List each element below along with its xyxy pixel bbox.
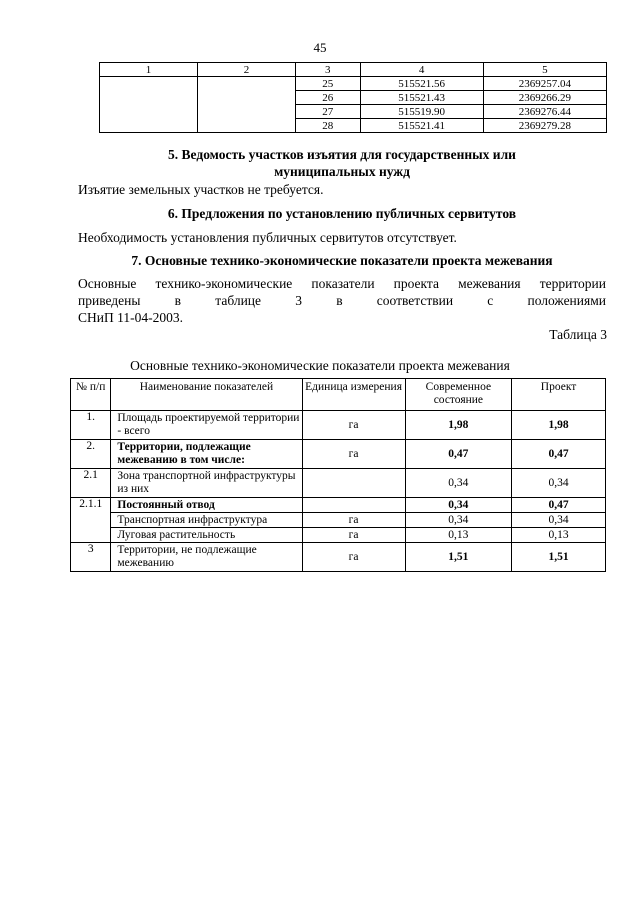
table-row bbox=[71, 543, 606, 572]
coord-x: 515519.90 bbox=[360, 105, 483, 119]
row-current: 1,51 bbox=[405, 543, 511, 572]
header-name: Наименование показателей bbox=[111, 379, 302, 411]
point-number: 28 bbox=[296, 119, 360, 133]
section7-text-line2: приведены в таблице 3 в соответствии с положениями bbox=[78, 293, 606, 308]
table-caption: Основные технико-экономические показатели проекта межевания bbox=[130, 358, 510, 373]
row-project: 1,51 bbox=[512, 543, 606, 572]
coordinates-table bbox=[99, 62, 607, 133]
table-row bbox=[71, 411, 606, 440]
page-number: 45 bbox=[313, 40, 327, 55]
row-project: 0,47 bbox=[512, 498, 606, 513]
section5-text: Изъятие земельных участков не требуется. bbox=[78, 182, 324, 197]
coord-y: 2369257.04 bbox=[483, 77, 606, 91]
row-unit: га bbox=[302, 411, 405, 440]
header-project: Проект bbox=[512, 379, 606, 411]
header-cell: 2 bbox=[198, 63, 296, 77]
row-name: Транспортная инфраструктура bbox=[111, 513, 302, 528]
row-unit: га bbox=[302, 528, 405, 543]
header-num: № п/п bbox=[71, 379, 111, 411]
section7-text-line1: Основные технико-экономические показатели проекта межевания территории bbox=[78, 276, 606, 291]
point-number: 26 bbox=[296, 91, 360, 105]
row-project: 0,47 bbox=[512, 440, 606, 469]
coord-x: 515521.56 bbox=[360, 77, 483, 91]
row-current: 0,34 bbox=[405, 498, 511, 513]
row-unit: га bbox=[302, 440, 405, 469]
row-num: 2.1 bbox=[71, 469, 111, 498]
coordinates-table-header bbox=[100, 63, 607, 77]
row-unit bbox=[302, 498, 405, 513]
table-row bbox=[100, 77, 607, 91]
header-current: Современное состояние bbox=[405, 379, 511, 411]
section7-heading: 7. Основные технико-экономические показатели проекта межевания bbox=[131, 253, 553, 268]
row-num: 2.1.1 bbox=[71, 498, 111, 543]
row-current: 1,98 bbox=[405, 411, 511, 440]
row-unit bbox=[302, 469, 405, 498]
table-row bbox=[71, 513, 606, 528]
row-unit: га bbox=[302, 543, 405, 572]
section7-text-line3: СНиП 11-04-2003. bbox=[78, 310, 183, 325]
row-name: Территории, подлежащие межеванию в том числе: bbox=[111, 440, 302, 469]
header-unit: Единица измерения bbox=[302, 379, 405, 411]
row-project: 1,98 bbox=[512, 411, 606, 440]
row-num: 1. bbox=[71, 411, 111, 440]
header-cell: 1 bbox=[100, 63, 198, 77]
coord-x: 515521.41 bbox=[360, 119, 483, 133]
point-number: 25 bbox=[296, 77, 360, 91]
table-row bbox=[71, 469, 606, 498]
row-project: 0,34 bbox=[512, 469, 606, 498]
row-unit: га bbox=[302, 513, 405, 528]
row-current: 0,13 bbox=[405, 528, 511, 543]
row-name: Луговая растительность bbox=[111, 528, 302, 543]
row-project: 0,13 bbox=[512, 528, 606, 543]
row-num: 3 bbox=[71, 543, 111, 572]
row-num: 2. bbox=[71, 440, 111, 469]
row-name: Площадь проектируемой территории - всего bbox=[111, 411, 302, 440]
table-row bbox=[71, 498, 606, 513]
empty-cell bbox=[100, 77, 198, 133]
row-project: 0,34 bbox=[512, 513, 606, 528]
section6-heading: 6. Предложения по установлению публичных сервитутов bbox=[167, 206, 517, 221]
section5-heading-line1: 5. Ведомость участков изъятия для государственных или bbox=[168, 147, 516, 162]
table-row bbox=[71, 440, 606, 469]
section5-heading-line2: муниципальных нужд bbox=[274, 164, 410, 179]
coord-y: 2369266.29 bbox=[483, 91, 606, 105]
header-cell: 4 bbox=[360, 63, 483, 77]
row-name: Территории, не подлежащие межеванию bbox=[111, 543, 302, 572]
coord-x: 515521.43 bbox=[360, 91, 483, 105]
empty-cell bbox=[198, 77, 296, 133]
row-name: Постоянный отвод bbox=[111, 498, 302, 513]
point-number: 27 bbox=[296, 105, 360, 119]
row-name: Зона транспортной инфраструктуры из них bbox=[111, 469, 302, 498]
section5-heading bbox=[78, 146, 606, 180]
table-label: Таблица 3 bbox=[549, 327, 607, 342]
table-row bbox=[71, 528, 606, 543]
row-current: 0,34 bbox=[405, 469, 511, 498]
row-current: 0,34 bbox=[405, 513, 511, 528]
coord-y: 2369279.28 bbox=[483, 119, 606, 133]
section7-text bbox=[78, 275, 606, 326]
section6-text: Необходимость установления публичных сервитутов отсутствует. bbox=[78, 230, 457, 245]
coord-y: 2369276.44 bbox=[483, 105, 606, 119]
header-cell: 3 bbox=[296, 63, 360, 77]
row-current: 0,47 bbox=[405, 440, 511, 469]
header-cell: 5 bbox=[483, 63, 606, 77]
indicators-table-header bbox=[71, 379, 606, 411]
indicators-table bbox=[70, 378, 606, 572]
